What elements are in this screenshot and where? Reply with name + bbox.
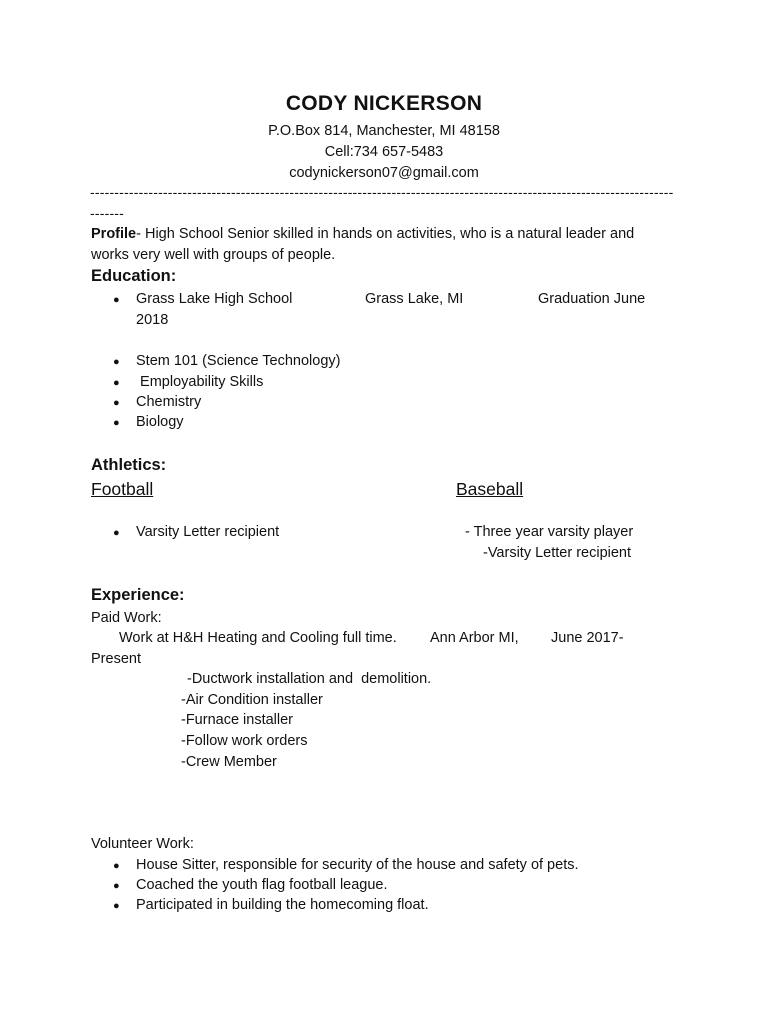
duty-item: -Air Condition installer (181, 692, 323, 708)
resume-name: CODY NICKERSON (285, 92, 483, 115)
education-heading: Education: (91, 267, 177, 285)
profile-line-1 (91, 226, 634, 242)
profile-text-2: works very well with groups of people. (91, 247, 336, 263)
bullet-icon: ● (113, 294, 120, 306)
graduation-year: 2018 (136, 312, 169, 328)
bullet-icon: ● (113, 527, 120, 539)
bullet-icon: ● (113, 860, 120, 872)
job-title: Work at H&H Heating and Cooling full time. (119, 630, 397, 646)
school-name: Grass Lake High School (136, 291, 293, 307)
baseball-item: - Three year varsity player (465, 524, 634, 540)
course-item: Biology (136, 414, 184, 430)
cell-line: Cell:734 657-5483 (324, 144, 444, 160)
address-line: P.O.Box 814, Manchester, MI 48158 (268, 123, 500, 139)
volunteer-item: Coached the youth flag football league. (136, 877, 388, 893)
job-location: Ann Arbor MI, (430, 630, 519, 646)
bullet-icon: ● (113, 900, 120, 912)
duty-item: -Furnace installer (181, 712, 294, 728)
bullet-icon: ● (113, 377, 120, 389)
email-line: codynickerson07@gmail.com (289, 165, 479, 181)
bullet-icon: ● (113, 397, 120, 409)
athletics-heading: Athletics: (91, 456, 167, 474)
graduation-label: Graduation June (538, 291, 646, 307)
bullet-icon: ● (113, 417, 120, 429)
profile-text-1: - High School Senior skilled in hands on activities, who is a natural leader and (136, 226, 635, 242)
job-date: June 2017- (551, 630, 624, 646)
baseball-heading: Baseball (456, 479, 524, 499)
job-date-end: Present (91, 651, 141, 667)
football-item: Varsity Letter recipient (136, 524, 280, 540)
volunteer-item: House Sitter, responsible for security of the house and safety of pets. (136, 857, 579, 873)
duty-item: -Ductwork installation and demolition. (187, 671, 432, 687)
school-location: Grass Lake, MI (365, 291, 464, 307)
profile-label: Profile (91, 226, 137, 242)
baseball-item: -Varsity Letter recipient (483, 545, 632, 561)
course-item: Employability Skills (136, 374, 264, 390)
divider-line: ------------------------------------------------------------------------------------------------------------------------ (90, 184, 674, 200)
bullet-icon: ● (113, 880, 120, 892)
volunteer-item: Participated in building the homecoming float. (136, 897, 429, 913)
bullet-icon: ● (113, 356, 120, 368)
course-item: Chemistry (136, 394, 202, 410)
divider-line-continuation: ------- (90, 205, 125, 221)
paid-work-label: Paid Work: (91, 610, 162, 626)
duty-item: -Crew Member (181, 754, 277, 770)
experience-heading: Experience: (91, 586, 185, 604)
volunteer-work-label: Volunteer Work: (91, 836, 194, 852)
duty-item: -Follow work orders (181, 733, 308, 749)
course-item: Stem 101 (Science Technology) (136, 353, 341, 369)
football-heading: Football (91, 479, 154, 499)
